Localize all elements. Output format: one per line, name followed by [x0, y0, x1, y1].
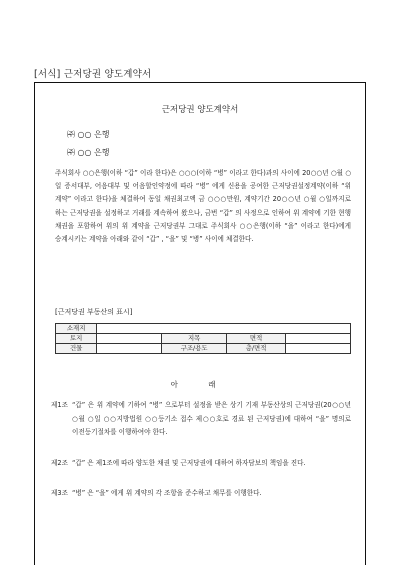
document-title: 근저당권 양도계약서 [161, 105, 239, 115]
party-assignee: ㈜ ○○ 은행 [67, 148, 110, 157]
article-number: 제1조 [51, 401, 68, 409]
building-label: 건물 [56, 344, 97, 354]
article-3 [51, 487, 351, 501]
area-value [286, 334, 351, 344]
land-label: 토지 [56, 334, 97, 344]
floor-area-label: 층/면적 [227, 344, 286, 354]
party-assignor: ㈜ ○○ 은행 [67, 130, 110, 139]
article-text: “갑” 은 위 계약에 기하여 “병” 으로부터 설정을 받은 상기 기재 부동산상의 근저당권(20○○년 ○월 ○일 ○○지방법원 ○○등기소 접수 제○○호로 경료 된 근저당권)에 대하여 “을” 명의로 이전등기절차를 이행하여야 한다. [72, 401, 351, 437]
article-2 [51, 457, 351, 471]
property-table [55, 323, 351, 354]
contract-document [34, 82, 366, 565]
table-row [56, 324, 351, 334]
floor-area-value [286, 344, 351, 354]
article-1 [51, 399, 351, 440]
property-section-label: [근저당권 부동산의 표시] [55, 308, 133, 316]
table-row [56, 334, 351, 344]
structure-label: 구조/용도 [162, 344, 227, 354]
article-text: “갑” 은 제1조에 따라 양도한 채권 및 근저당권에 대하여 하자담보의 책임을 진다. [72, 459, 306, 467]
area-label: 면적 [227, 334, 286, 344]
building-value [97, 344, 162, 354]
appendix-heading: 아 래 [170, 380, 230, 389]
form-caption: [서식] 근저당권 양도계약서 [34, 69, 152, 80]
land-number-value [97, 334, 162, 344]
table-row [56, 344, 351, 354]
location-label: 소재지 [56, 324, 97, 334]
preamble-paragraph: 주식회사 ○○은행(이하 “갑” 이라 한다)은 ○○○(이하 “병” 이라고 한다)과의 사이에 20○○년 ○월 ○일 증서대부, 어음대부 및 어음할인약정에 따라 “병” 에게 신용을 공여한 근저당권설정계약(이하 “위 계약” 이라고 한다)을 체결하여 동일 채권최고액 금 ○○○만원, 계약기간 20○○년 ○월 ○일까지로 하는 근저당권을 설정하고 거래를 계속하여 왔으나, 금번 “갑” 의 사정으로 인하여 위 계약에 기한 현행 채권을 포함하여 위의 위 계약을 근저당권부 그대로 주식회사 ○○은행(이하 “을” 이라고 한다)에게 승계시키는 계약을 아래와 같이 “갑” , “을” 및 “병” 사이에 체결한다. [55, 169, 351, 244]
article-number: 제3조 [51, 489, 68, 497]
category-label: 지목 [162, 334, 227, 344]
article-number: 제2조 [51, 459, 68, 467]
article-text: “병” 은 “을” 에게 위 계약의 각 조항을 준수하고 채무를 이행한다. [72, 489, 262, 497]
location-value [97, 324, 351, 334]
